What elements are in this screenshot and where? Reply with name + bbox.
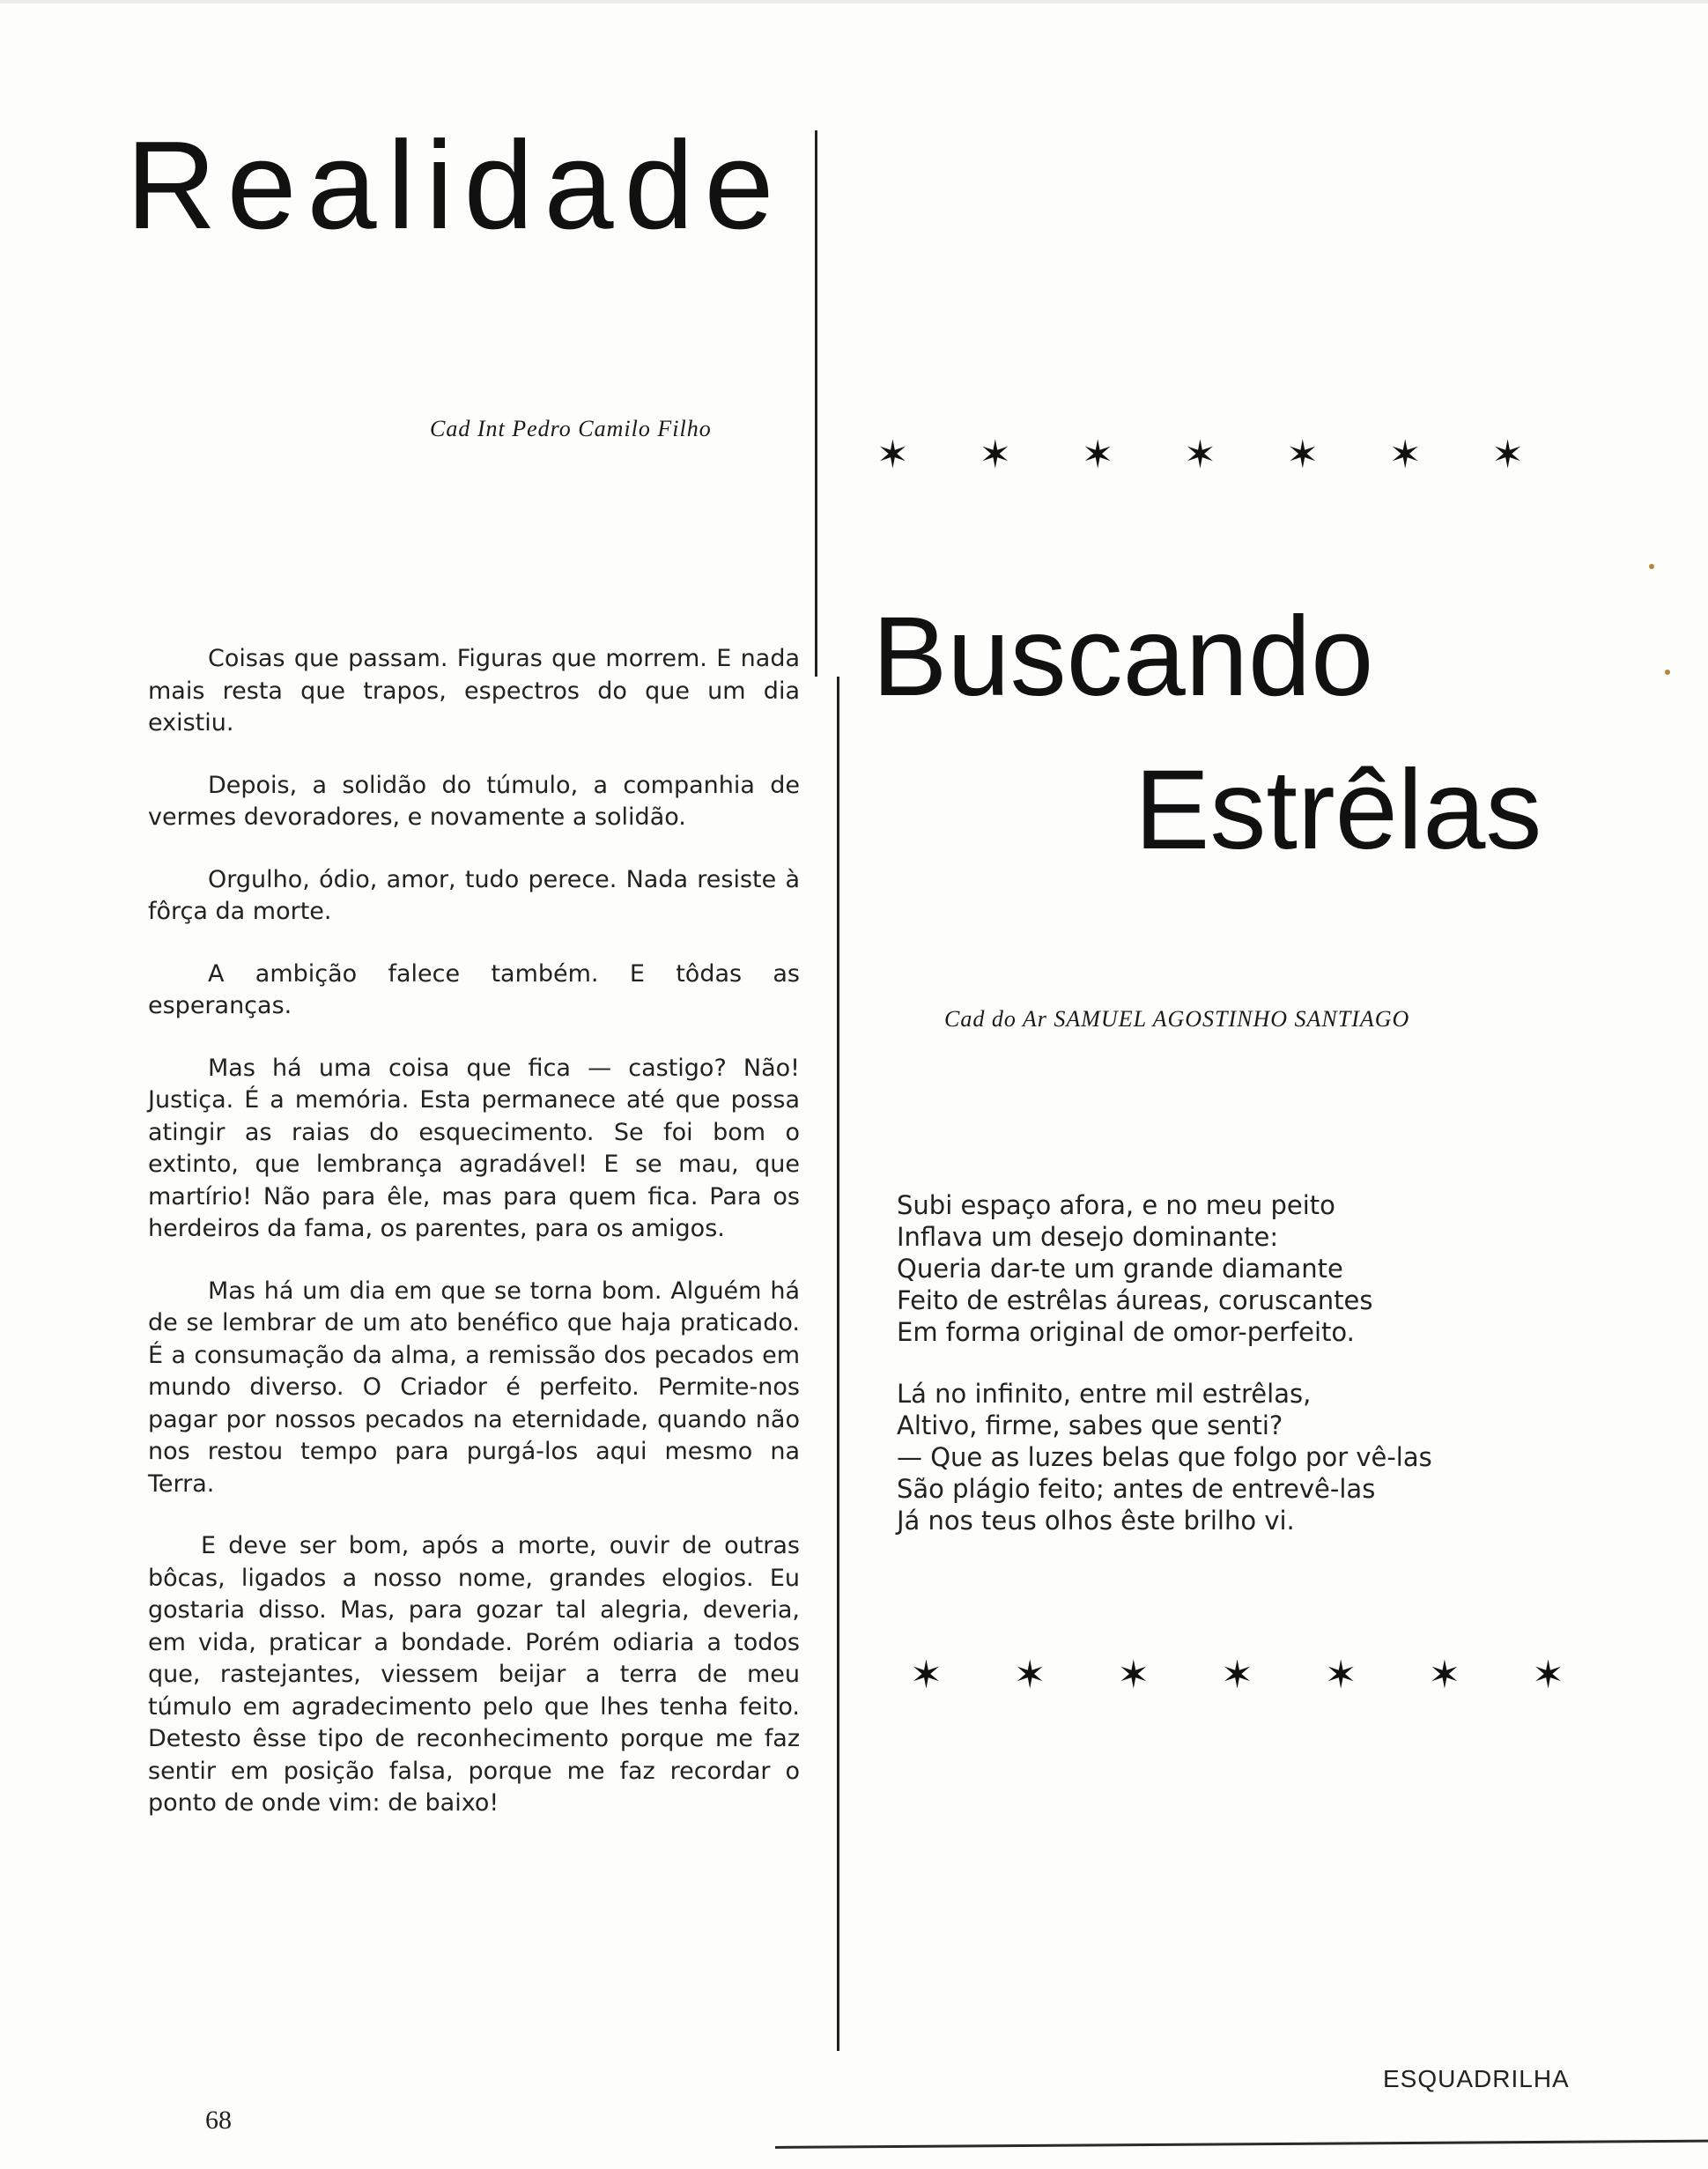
star-icon: ✶ [1324,1654,1357,1697]
star-icon: ✶ [1117,1654,1150,1697]
star-icon: ✶ [1532,1654,1564,1697]
column-divider-lower [837,677,839,2051]
page-number: 68 [205,2106,232,2135]
poem-line: Em forma original de omor-perfeito. [897,1317,1355,1347]
star-icon: ✶ [1428,1654,1461,1697]
article-title-realidade: Realidade [126,115,785,255]
poem-line: Lá no infinito, entre mil estrêlas, [897,1379,1312,1409]
page-top-edge [0,0,1708,4]
magazine-name: ESQUADRILHA [1383,2065,1570,2092]
star-icon: ✶ [1221,1654,1253,1697]
poem-line: Subi espaço afora, e no meu peito [897,1190,1335,1220]
paper-speck [1649,564,1654,569]
star-row-bottom [910,1656,1564,1695]
star-icon: ✶ [1013,1654,1046,1697]
poem-line: Queria dar-te um grande diamante [897,1254,1343,1284]
star-icon: ✶ [876,433,909,477]
poem-title-line-2: Estrêlas [1135,747,1542,873]
star-row-top [876,433,1524,477]
star-icon: ✶ [1388,433,1422,477]
body-paragraph: A ambição falece também. E tôdas as esperanças. [148,959,800,1019]
poem-line: São plágio feito; antes de entrevê-las [897,1474,1376,1504]
poem-line: — Que as luzes belas que folgo por vê-las [897,1442,1432,1472]
body-paragraph: Coisas que passam. Figuras que morrem. E nada mais resta que trapos, espectros do que um dia existiu. [148,645,800,737]
poem-byline: Cad do Ar SAMUEL AGOSTINHO SANTIAGO [944,1006,1410,1032]
poem-line: Altivo, firme, sabes que senti? [897,1410,1283,1440]
column-divider-upper [815,130,817,677]
star-icon: ✶ [1184,433,1216,477]
star-icon: ✶ [1081,433,1114,477]
poem-stanza-2 [897,1378,1601,1536]
poem-line: Inflava um desejo dominante: [897,1222,1279,1252]
poem-body [897,1189,1601,1566]
poem-line: Feito de estrêlas áureas, coruscantes [897,1285,1373,1315]
body-paragraph: Orgulho, ódio, amor, tudo perece. Nada resiste à fôrça da morte. [148,865,800,925]
body-paragraph: Mas há uma coisa que fica — castigo? Não! Justiça. É a memória. Esta permanece até que possa atingir as raias do esquecimento. Se foi bom o extinto, que lembrança agradável! E se mau, que martírio! Não para êle, mas para quem fica. Para os herdeiros da fama, os parentes, para os amigos. [148,1054,800,1242]
body-paragraph: E deve ser bom, após a morte, ouvir de outras bôcas, ligados a nosso nome, grandes elogios. Eu gostaria disso. Mas, para gozar tal alegria, deveria, em vida, praticar a bondade. Porém odiaria a todos que, rastejantes, viessem beijar a terra de meu túmulo em agradecimento pelo que lhes tenha feito. Detesto êsse tipo de reconhecimento porque me faz sentir em posição falsa, porque me faz recordar o ponto de onde vim: de baixo! [148,1532,800,1817]
page-bottom-edge [775,2140,1708,2149]
body-paragraph: Depois, a solidão do túmulo, a companhia de vermes devoradores, e novamente a solidão. [148,771,800,831]
body-paragraph: Mas há um dia em que se torna bom. Alguém há de se lembrar de um ato benéfico que haja praticado. É a consumação da alma, a remissão dos pecados em mundo diverso. O Criador é perfeito. Permite-nos pagar por nossos pecados na eternidade, quando não nos restou tempo para purgá-los aqui mesmo na Terra. [148,1277,800,1498]
paper-speck [1665,670,1670,675]
article-body-left [148,643,800,1850]
star-icon: ✶ [910,1654,943,1697]
article-byline-left: Cad Int Pedro Camilo Filho [430,416,712,441]
poem-line: Já nos teus olhos êste brilho vi. [897,1506,1295,1536]
poem-stanza-1 [897,1189,1601,1348]
star-icon: ✶ [1491,433,1524,477]
poem-title-line-1: Buscando [872,594,1374,720]
star-icon: ✶ [979,433,1012,477]
star-icon: ✶ [1286,433,1320,477]
